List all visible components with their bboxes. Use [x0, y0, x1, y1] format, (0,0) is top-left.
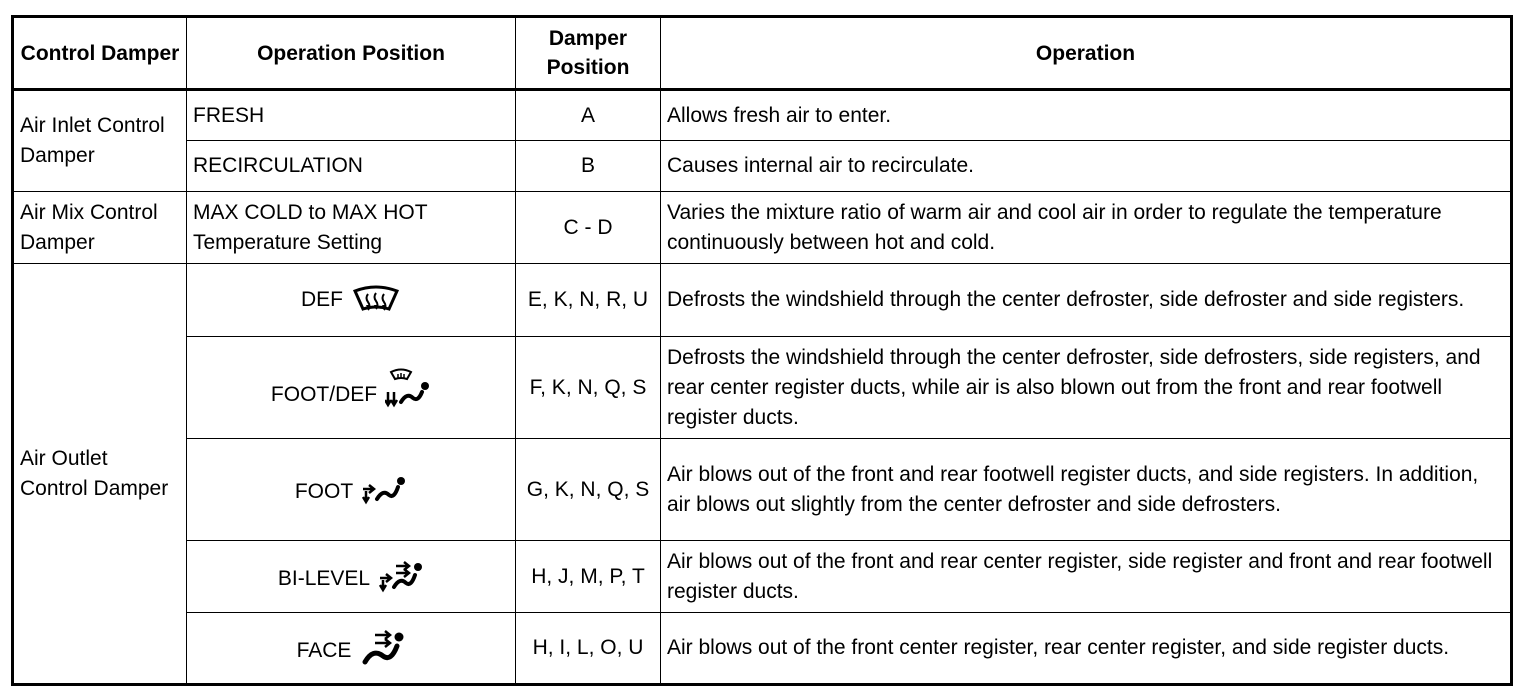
- operation-description: Varies the mixture ratio of warm air and cool air in order to regulate the temperature continuously between hot and cold.: [661, 192, 1512, 264]
- position-label: FOOT: [294, 479, 354, 503]
- position-label: FOOT/DEF: [270, 382, 378, 406]
- operation-description: Air blows out of the front and rear footwell register ducts, and side registers. In addition, air blows out slightly from the center defroster and side defrosters.: [661, 439, 1512, 541]
- table-row: [13, 192, 1512, 264]
- header-row: [13, 17, 1512, 90]
- position-max-cold-to-max-hot: MAX COLD to MAX HOT Temperature Setting: [187, 192, 516, 264]
- group-air-outlet: Air Outlet Control Damper: [13, 264, 187, 685]
- damper-position-cell: C - D: [516, 192, 661, 264]
- foot-icon: [361, 473, 407, 507]
- foot-def-icon: [385, 366, 431, 410]
- bi-level-icon: [378, 560, 424, 594]
- header-operation-position: Operation Position: [187, 17, 516, 90]
- position-foot-def: [187, 337, 516, 439]
- operation-description: Allows fresh air to enter.: [661, 90, 1512, 141]
- position-bi-level: [187, 541, 516, 613]
- damper-position-cell: G, K, N, Q, S: [516, 439, 661, 541]
- table-row: [13, 541, 1512, 613]
- damper-position-cell: H, J, M, P, T: [516, 541, 661, 613]
- header-operation: Operation: [661, 17, 1512, 90]
- operation-description: Defrosts the windshield through the center defroster, side defrosters, side registers, and rear center register ducts, while air is also blown out from the front and rear footwell register ducts.: [661, 337, 1512, 439]
- operation-description: Air blows out of the front center register, rear center register, and side register ducts.: [661, 613, 1512, 685]
- header-control-damper: Control Damper: [13, 17, 187, 90]
- face-icon: [359, 630, 405, 666]
- operation-description: Defrosts the windshield through the center defroster, side defroster and side registers.: [661, 264, 1512, 337]
- table-row: [13, 141, 1512, 192]
- table-row: [13, 613, 1512, 685]
- position-label: BI-LEVEL: [277, 566, 371, 590]
- damper-position-cell: H, I, L, O, U: [516, 613, 661, 685]
- damper-position-cell: E, K, N, R, U: [516, 264, 661, 337]
- group-air-inlet: Air Inlet Control Damper: [13, 90, 187, 192]
- operation-description: Air blows out of the front and rear center register, side register and front and rear footwell register ducts.: [661, 541, 1512, 613]
- position-label: FACE: [296, 639, 352, 662]
- position-fresh: FRESH: [187, 90, 516, 141]
- damper-operation-table: [11, 15, 1513, 686]
- position-label: DEF: [301, 288, 343, 311]
- table-row: [13, 439, 1512, 541]
- header-damper-position: Damper Position: [516, 17, 661, 90]
- table-row: [13, 90, 1512, 141]
- damper-position-cell: F, K, N, Q, S: [516, 337, 661, 439]
- position-def: [187, 264, 516, 337]
- damper-position-cell: B: [516, 141, 661, 192]
- table-row: [13, 264, 1512, 337]
- position-foot: [187, 439, 516, 541]
- table-row: [13, 337, 1512, 439]
- damper-position-cell: A: [516, 90, 661, 141]
- position-face: [187, 613, 516, 685]
- operation-description: Causes internal air to recirculate.: [661, 141, 1512, 192]
- position-recirculation: RECIRCULATION: [187, 141, 516, 192]
- group-air-mix: Air Mix Control Damper: [13, 192, 187, 264]
- defrost-icon: [351, 285, 401, 315]
